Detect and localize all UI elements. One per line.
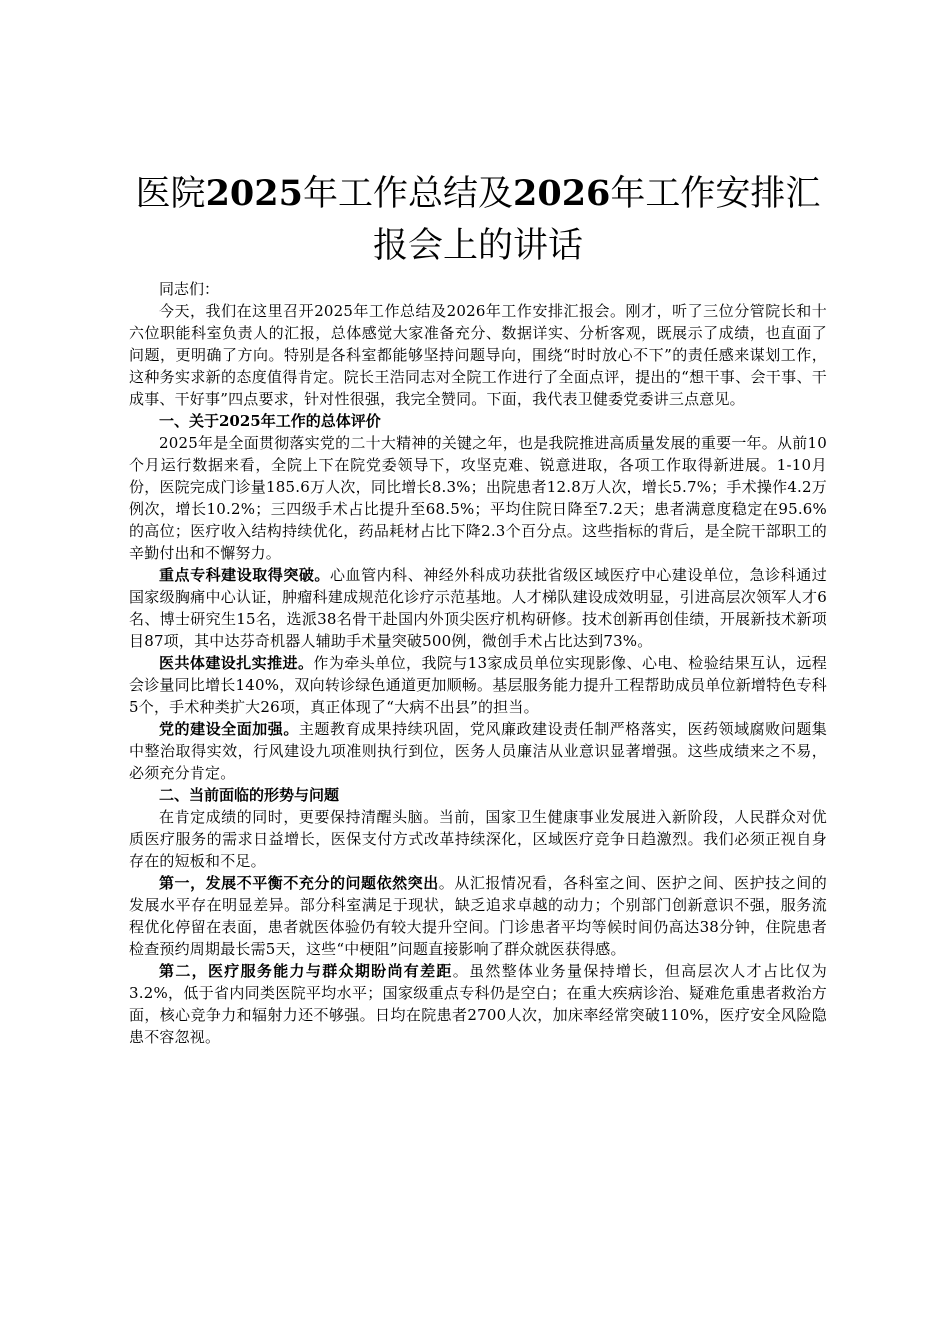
document-page xyxy=(129,168,827,1048)
section2-paragraph1: 在肯定成绩的同时，更要保持清醒头脑。当前，国家卫生健康事业发展进入新阶段，人民群众对优质医疗服务的需求日益增长，医保支付方式改革持续深化，区域医疗竞争日趋激烈。我们必须正视自身存在的短板和不足。 xyxy=(129,808,827,870)
salutation: 同志们： xyxy=(159,280,220,298)
section2-paragraph3-body: 。虽然整体业务量保持增长，但高层次人才占比仅为3.2%，低于省内同类医院平均水平；国家级重点专科仍是空白；在重大疾病诊治、疑难危重患者救治方面，核心竞争力和辐射力还不够强。日均在院患者2700人次，加床率经常突破110%，医疗安全风险隐患不容忽视。 xyxy=(129,962,827,1046)
title-year2: 2026 xyxy=(513,173,611,214)
section1-paragraph2 xyxy=(129,564,827,652)
section1-paragraph3-lead: 医共体建设扎实推进。 xyxy=(159,654,314,672)
title-part2: 年工作总结及 xyxy=(302,174,513,214)
section1-paragraph2-lead: 重点专科建设取得突破。 xyxy=(159,566,330,584)
section2-paragraph2-body: 。从汇报情况看，各科室之间、医护之间、医护技之间的发展水平存在明显差异。部分科室满足于现状，缺乏追求卓越的动力；个别部门创新意识不强，服务流程优化停留在表面，患者就医体验仍有较大提升空间。门诊患者平均等候时间仍高达38分钟，住院患者检查预约周期最长需5天，这些“中梗阻”问题直接影响了群众就医获得感。 xyxy=(129,874,827,958)
title-part1: 医院 xyxy=(135,174,206,214)
section1-paragraph3-body: 作为牵头单位，我院与13家成员单位实现影像、心电、检验结果互认，远程会诊量同比增长140%，双向转诊绿色通道更加顺畅。基层服务能力提升工程帮助成员单位新增特色专科5个，手术种类扩大26项，真正体现了“大病不出县”的担当。 xyxy=(129,654,827,716)
section1-paragraph4-lead: 党的建设全面加强。 xyxy=(159,720,299,738)
section2-paragraph3 xyxy=(129,960,827,1048)
document-title xyxy=(129,168,827,272)
section2-paragraph2 xyxy=(129,872,827,960)
section1-paragraph1: 2025年是全面贯彻落实党的二十大精神的关键之年，也是我院推进高质量发展的重要一年。从前10个月运行数据来看，全院上下在院党委领导下，攻坚克难、锐意进取，各项工作取得新进展。1-10月份，医院完成门诊量185.6万人次，同比增长8.3%；出院患者12.8万人次，增长5.7%；手术操作4.2万例次，增长10.2%；三四级手术占比提升至68.5%；平均住院日降至7.2天；患者满意度稳定在95.6%的高位；医疗收入结构持续优化，药品耗材占比下降2.3个百分点。这些指标的背后，是全院干部职工的辛勤付出和不懈努力。 xyxy=(129,434,827,562)
section2-heading: 二、当前面临的形势与问题 xyxy=(159,786,340,804)
section2-paragraph2-lead: 第一，发展不平衡不充分的问题依然突出 xyxy=(159,874,439,892)
section1-paragraph4 xyxy=(129,718,827,784)
section2-paragraph3-lead: 第二，医疗服务能力与群众期盼尚有差距 xyxy=(159,962,453,980)
section1-heading: 一、关于2025年工作的总体评价 xyxy=(159,412,381,430)
intro-paragraph: 今天，我们在这里召开2025年工作总结及2026年工作安排汇报会。刚才，听了三位分管院长和十六位职能科室负责人的汇报，总体感觉大家准备充分、数据详实、分析客观，既展示了成绩，也直面了问题，更明确了方向。特别是各科室都能够坚持问题导向，围绕“时时放心不下”的责任感来谋划工作，这种务实求新的态度值得肯定。院长王浩同志对全院工作进行了全面点评，提出的“想干事、会干事、干成事、干好事”四点要求，针对性很强，我完全赞同。下面，我代表卫健委党委讲三点意见。 xyxy=(129,302,827,408)
section1-paragraph2-body: 心血管内科、神经外科成功获批省级区域医疗中心建设单位，急诊科通过国家级胸痛中心认证，肿瘤科建成规范化诊疗示范基地。人才梯队建设成效明显，引进高层次领军人才6名、博士研究生15名，选派38名骨干赴国内外顶尖医疗机构研修。技术创新再创佳绩，开展新技术新项目87项，其中达芬奇机器人辅助手术量突破500例，微创手术占比达到73%。 xyxy=(129,566,828,650)
title-part3: 年工作安排汇报会上的讲话 xyxy=(372,174,821,266)
section1-paragraph3 xyxy=(129,652,827,718)
title-year1: 2025 xyxy=(205,173,303,214)
section1-paragraph4-body: 主题教育成果持续巩固，党风廉政建设责任制严格落实，医药领域腐败问题集中整治取得实效，行风建设九项准则执行到位，医务人员廉洁从业意识显著增强。这些成绩来之不易，必须充分肯定。 xyxy=(129,720,827,782)
